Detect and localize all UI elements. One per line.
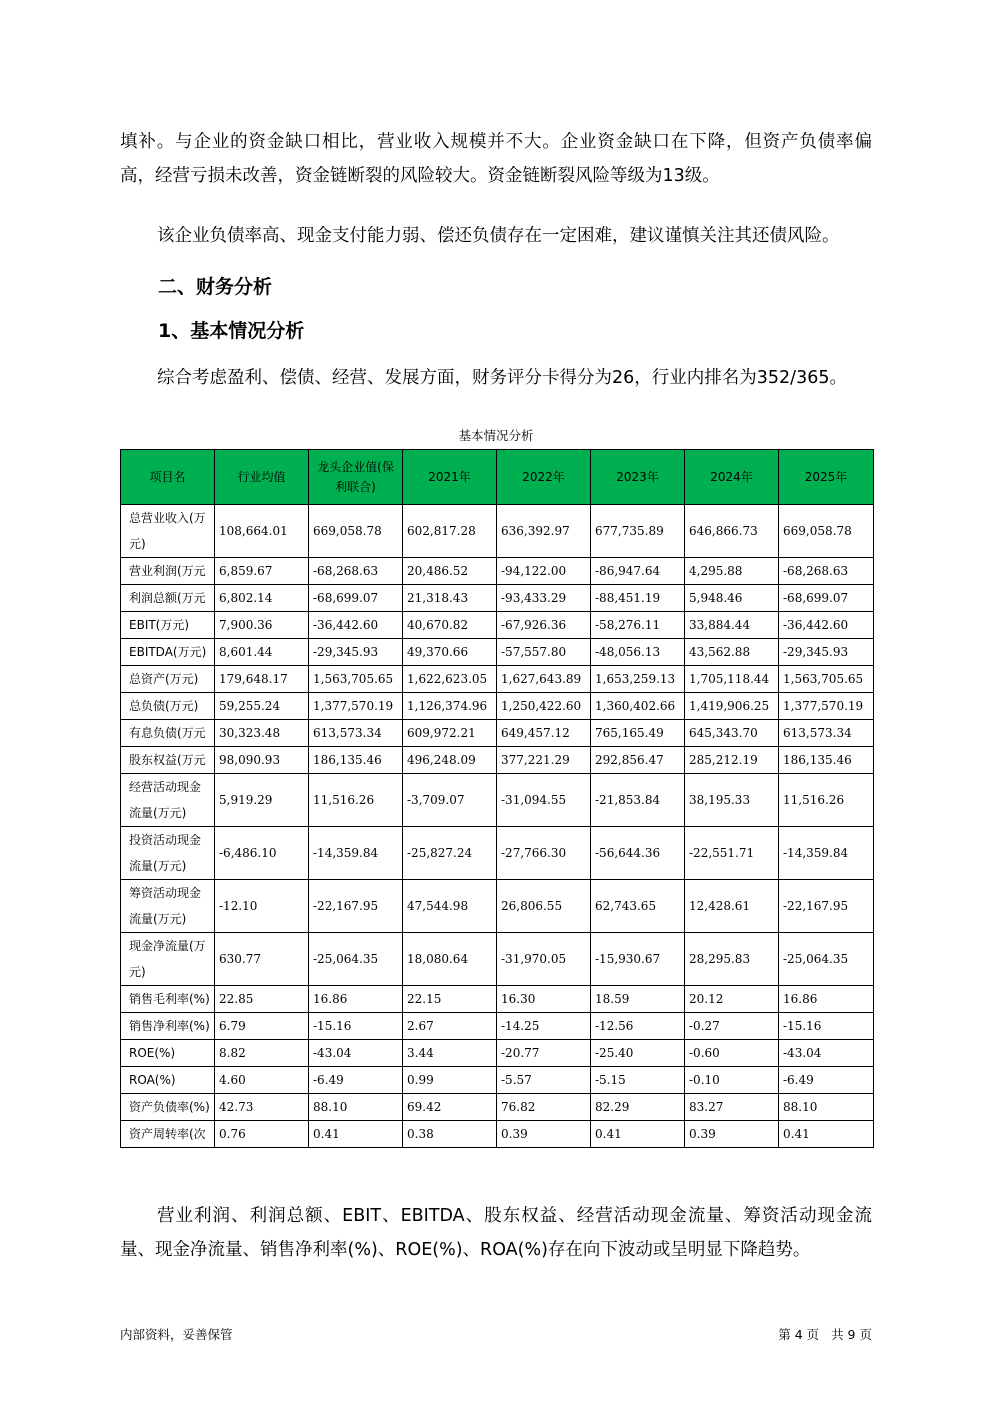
table-cell: 292,856.47: [591, 747, 685, 774]
table-cell: 11,516.26: [779, 774, 874, 827]
table-row: [121, 747, 874, 774]
table-row: [121, 827, 874, 880]
table-cell: 0.38: [403, 1121, 497, 1148]
table-cell: 49,370.66: [403, 639, 497, 666]
table-cell: 1,563,705.65: [779, 666, 874, 693]
table-cell: -31,970.05: [497, 933, 591, 986]
table-cell: 108,664.01: [215, 505, 309, 558]
row-label: EBITDA(万元): [121, 639, 215, 666]
table-cell: 98,090.93: [215, 747, 309, 774]
table-cell: -29,345.93: [309, 639, 403, 666]
table-cell: -68,268.63: [779, 558, 874, 585]
table-cell: 88.10: [779, 1094, 874, 1121]
table-cell: 62,743.65: [591, 880, 685, 933]
table-cell: 6.79: [215, 1013, 309, 1040]
table-cell: 3.44: [403, 1040, 497, 1067]
column-header: 2022年: [497, 450, 591, 505]
table-cell: -31,094.55: [497, 774, 591, 827]
table-cell: 59,255.24: [215, 693, 309, 720]
table-cell: -0.27: [685, 1013, 779, 1040]
table-cell: 12,428.61: [685, 880, 779, 933]
paragraph-1: 填补。与企业的资金缺口相比，营业收入规模并不大。企业资金缺口在下降，但资产负债率偏高，经营亏损未改善，资金链断裂的风险较大。资金链断裂风险等级为13级。: [120, 132, 872, 186]
table-row: [121, 933, 874, 986]
table-row: [121, 1040, 874, 1067]
table-row: [121, 1094, 874, 1121]
column-header: 2024年: [685, 450, 779, 505]
table-cell: 0.39: [497, 1121, 591, 1148]
table-cell: -57,557.80: [497, 639, 591, 666]
table-cell: -88,451.19: [591, 585, 685, 612]
table-cell: -94,122.00: [497, 558, 591, 585]
table-cell: 21,318.43: [403, 585, 497, 612]
table-cell: 82.29: [591, 1094, 685, 1121]
row-label: 股东权益(万元: [121, 747, 215, 774]
table-cell: -22,551.71: [685, 827, 779, 880]
row-label: EBIT(万元): [121, 612, 215, 639]
column-header: 行业均值: [215, 450, 309, 505]
table-cell: 1,126,374.96: [403, 693, 497, 720]
table-cell: -25,827.24: [403, 827, 497, 880]
table-cell: 0.99: [403, 1067, 497, 1094]
table-cell: 1,250,422.60: [497, 693, 591, 720]
table-row: [121, 585, 874, 612]
table-cell: -0.10: [685, 1067, 779, 1094]
table-row: [121, 774, 874, 827]
table-cell: -6.49: [779, 1067, 874, 1094]
table-cell: -36,442.60: [779, 612, 874, 639]
table-cell: 609,972.21: [403, 720, 497, 747]
table-cell: -6.49: [309, 1067, 403, 1094]
row-label: 总营业收入(万元): [121, 505, 215, 558]
table-cell: -0.60: [685, 1040, 779, 1067]
table-cell: 30,323.48: [215, 720, 309, 747]
table-cell: 38,195.33: [685, 774, 779, 827]
table-body: [121, 505, 874, 1148]
table-cell: -12.10: [215, 880, 309, 933]
table-cell: 40,670.82: [403, 612, 497, 639]
table-cell: 613,573.34: [779, 720, 874, 747]
table-cell: 602,817.28: [403, 505, 497, 558]
table-cell: -12.56: [591, 1013, 685, 1040]
table-cell: 4,295.88: [685, 558, 779, 585]
table-cell: 16.86: [309, 986, 403, 1013]
table-cell: -5.15: [591, 1067, 685, 1094]
row-label: 筹资活动现金流量(万元): [121, 880, 215, 933]
table-cell: 11,516.26: [309, 774, 403, 827]
table-cell: -14,359.84: [779, 827, 874, 880]
table-cell: -21,853.84: [591, 774, 685, 827]
table-cell: 20,486.52: [403, 558, 497, 585]
table-row: [121, 880, 874, 933]
table-cell: 7,900.36: [215, 612, 309, 639]
section-heading: 二、财务分析: [158, 276, 273, 298]
table-cell: 186,135.46: [309, 747, 403, 774]
table-cell: 18.59: [591, 986, 685, 1013]
table-cell: 28,295.83: [685, 933, 779, 986]
column-header: 项目名: [121, 450, 215, 505]
table-cell: 186,135.46: [779, 747, 874, 774]
table-cell: 0.41: [309, 1121, 403, 1148]
table-cell: 6,859.67: [215, 558, 309, 585]
table-cell: 8,601.44: [215, 639, 309, 666]
table-cell: 377,221.29: [497, 747, 591, 774]
row-label: 总资产(万元): [121, 666, 215, 693]
row-label: 投资活动现金流量(万元): [121, 827, 215, 880]
table-cell: 43,562.88: [685, 639, 779, 666]
table-cell: -22,167.95: [779, 880, 874, 933]
table-cell: 630.77: [215, 933, 309, 986]
table-cell: 636,392.97: [497, 505, 591, 558]
table-cell: 649,457.12: [497, 720, 591, 747]
footer-left: 内部资料，妥善保管: [120, 1327, 233, 1342]
row-label: 总负债(万元): [121, 693, 215, 720]
paragraph-3: 综合考虑盈利、偿债、经营、发展方面，财务评分卡得分为26，行业内排名为352/365。: [157, 368, 847, 388]
table-cell: 179,648.17: [215, 666, 309, 693]
table-cell: -68,699.07: [779, 585, 874, 612]
row-label: 营业利润(万元: [121, 558, 215, 585]
row-label: 有息负债(万元: [121, 720, 215, 747]
table-cell: 88.10: [309, 1094, 403, 1121]
table-cell: -15.16: [309, 1013, 403, 1040]
row-label: ROA(%): [121, 1067, 215, 1094]
table-cell: -15,930.67: [591, 933, 685, 986]
table-row: [121, 720, 874, 747]
table-cell: 8.82: [215, 1040, 309, 1067]
table-cell: 1,563,705.65: [309, 666, 403, 693]
table-cell: -58,276.11: [591, 612, 685, 639]
table-cell: -67,926.36: [497, 612, 591, 639]
table-cell: 645,343.70: [685, 720, 779, 747]
table-cell: 1,622,623.05: [403, 666, 497, 693]
table-cell: 6,802.14: [215, 585, 309, 612]
table-cell: -3,709.07: [403, 774, 497, 827]
table-cell: 16.30: [497, 986, 591, 1013]
table-cell: -48,056.13: [591, 639, 685, 666]
column-header: 2025年: [779, 450, 874, 505]
table-row: [121, 693, 874, 720]
table-cell: -43.04: [309, 1040, 403, 1067]
table-cell: 669,058.78: [779, 505, 874, 558]
paragraph-4: 营业利润、利润总额、EBIT、EBITDA、股东权益、经营活动现金流量、筹资活动现金流量、现金净流量、销售净利率(%)、ROE(%)、ROA(%)存在向下波动或呈明显下降趋势。: [120, 1206, 872, 1260]
subsection-heading: 1、基本情况分析: [158, 320, 305, 342]
row-label: 现金净流量(万元): [121, 933, 215, 986]
table-cell: 18,080.64: [403, 933, 497, 986]
table-cell: 1,360,402.66: [591, 693, 685, 720]
table-cell: 33,884.44: [685, 612, 779, 639]
table-cell: -15.16: [779, 1013, 874, 1040]
table-row: [121, 505, 874, 558]
table-cell: 677,735.89: [591, 505, 685, 558]
table-row: [121, 558, 874, 585]
table-cell: -5.57: [497, 1067, 591, 1094]
table-cell: 22.85: [215, 986, 309, 1013]
table-cell: 5,948.46: [685, 585, 779, 612]
table-cell: 1,377,570.19: [309, 693, 403, 720]
table-cell: 42.73: [215, 1094, 309, 1121]
table-cell: -20.77: [497, 1040, 591, 1067]
row-label: 资产周转率(次: [121, 1121, 215, 1148]
table-cell: 765,165.49: [591, 720, 685, 747]
table-row: [121, 1067, 874, 1094]
table-cell: -86,947.64: [591, 558, 685, 585]
table-row: [121, 986, 874, 1013]
table-cell: 0.39: [685, 1121, 779, 1148]
table-cell: 4.60: [215, 1067, 309, 1094]
table-cell: 1,627,643.89: [497, 666, 591, 693]
basic-analysis-table: [120, 449, 874, 1148]
table-cell: 26,806.55: [497, 880, 591, 933]
row-label: 经营活动现金流量(万元): [121, 774, 215, 827]
table-row: [121, 1013, 874, 1040]
table-cell: 0.41: [779, 1121, 874, 1148]
table-cell: 496,248.09: [403, 747, 497, 774]
table-cell: 1,419,906.25: [685, 693, 779, 720]
row-label: 销售净利率(%): [121, 1013, 215, 1040]
table-cell: -68,268.63: [309, 558, 403, 585]
table-cell: 69.42: [403, 1094, 497, 1121]
column-header: 2021年: [403, 450, 497, 505]
table-cell: -22,167.95: [309, 880, 403, 933]
table-cell: -25,064.35: [779, 933, 874, 986]
table-cell: 613,573.34: [309, 720, 403, 747]
table-caption: 基本情况分析: [458, 428, 534, 443]
paragraph-2: 该企业负债率高、现金支付能力弱、偿还负债存在一定困难，建议谨慎关注其还债风险。: [157, 226, 840, 246]
table-cell: 285,212.19: [685, 747, 779, 774]
table-cell: -68,699.07: [309, 585, 403, 612]
table-cell: 20.12: [685, 986, 779, 1013]
table-cell: 76.82: [497, 1094, 591, 1121]
table-cell: -43.04: [779, 1040, 874, 1067]
table-cell: 83.27: [685, 1094, 779, 1121]
table-row: [121, 639, 874, 666]
table-cell: -56,644.36: [591, 827, 685, 880]
table-cell: 0.76: [215, 1121, 309, 1148]
table-cell: -25.40: [591, 1040, 685, 1067]
table-cell: 47,544.98: [403, 880, 497, 933]
row-label: 资产负债率(%): [121, 1094, 215, 1121]
table-cell: 2.67: [403, 1013, 497, 1040]
row-label: 销售毛利率(%): [121, 986, 215, 1013]
table-cell: -29,345.93: [779, 639, 874, 666]
table-row: [121, 612, 874, 639]
row-label: ROE(%): [121, 1040, 215, 1067]
table-cell: 1,653,259.13: [591, 666, 685, 693]
table-cell: -14.25: [497, 1013, 591, 1040]
table-cell: -6,486.10: [215, 827, 309, 880]
column-header: 2023年: [591, 450, 685, 505]
table-cell: -27,766.30: [497, 827, 591, 880]
table-cell: 1,377,570.19: [779, 693, 874, 720]
table-row: [121, 1121, 874, 1148]
table-cell: 669,058.78: [309, 505, 403, 558]
table-cell: 646,866.73: [685, 505, 779, 558]
table-cell: 0.41: [591, 1121, 685, 1148]
column-header: 龙头企业值(保利联合): [309, 450, 403, 505]
footer-page-number: 第 4 页 共 9 页: [778, 1327, 872, 1342]
table-cell: 1,705,118.44: [685, 666, 779, 693]
table-cell: -93,433.29: [497, 585, 591, 612]
table-cell: -25,064.35: [309, 933, 403, 986]
table-cell: -14,359.84: [309, 827, 403, 880]
table-cell: 5,919.29: [215, 774, 309, 827]
row-label: 利润总额(万元: [121, 585, 215, 612]
table-row: [121, 666, 874, 693]
table-cell: 22.15: [403, 986, 497, 1013]
table-cell: 16.86: [779, 986, 874, 1013]
table-header-row: [121, 450, 874, 505]
table-cell: -36,442.60: [309, 612, 403, 639]
